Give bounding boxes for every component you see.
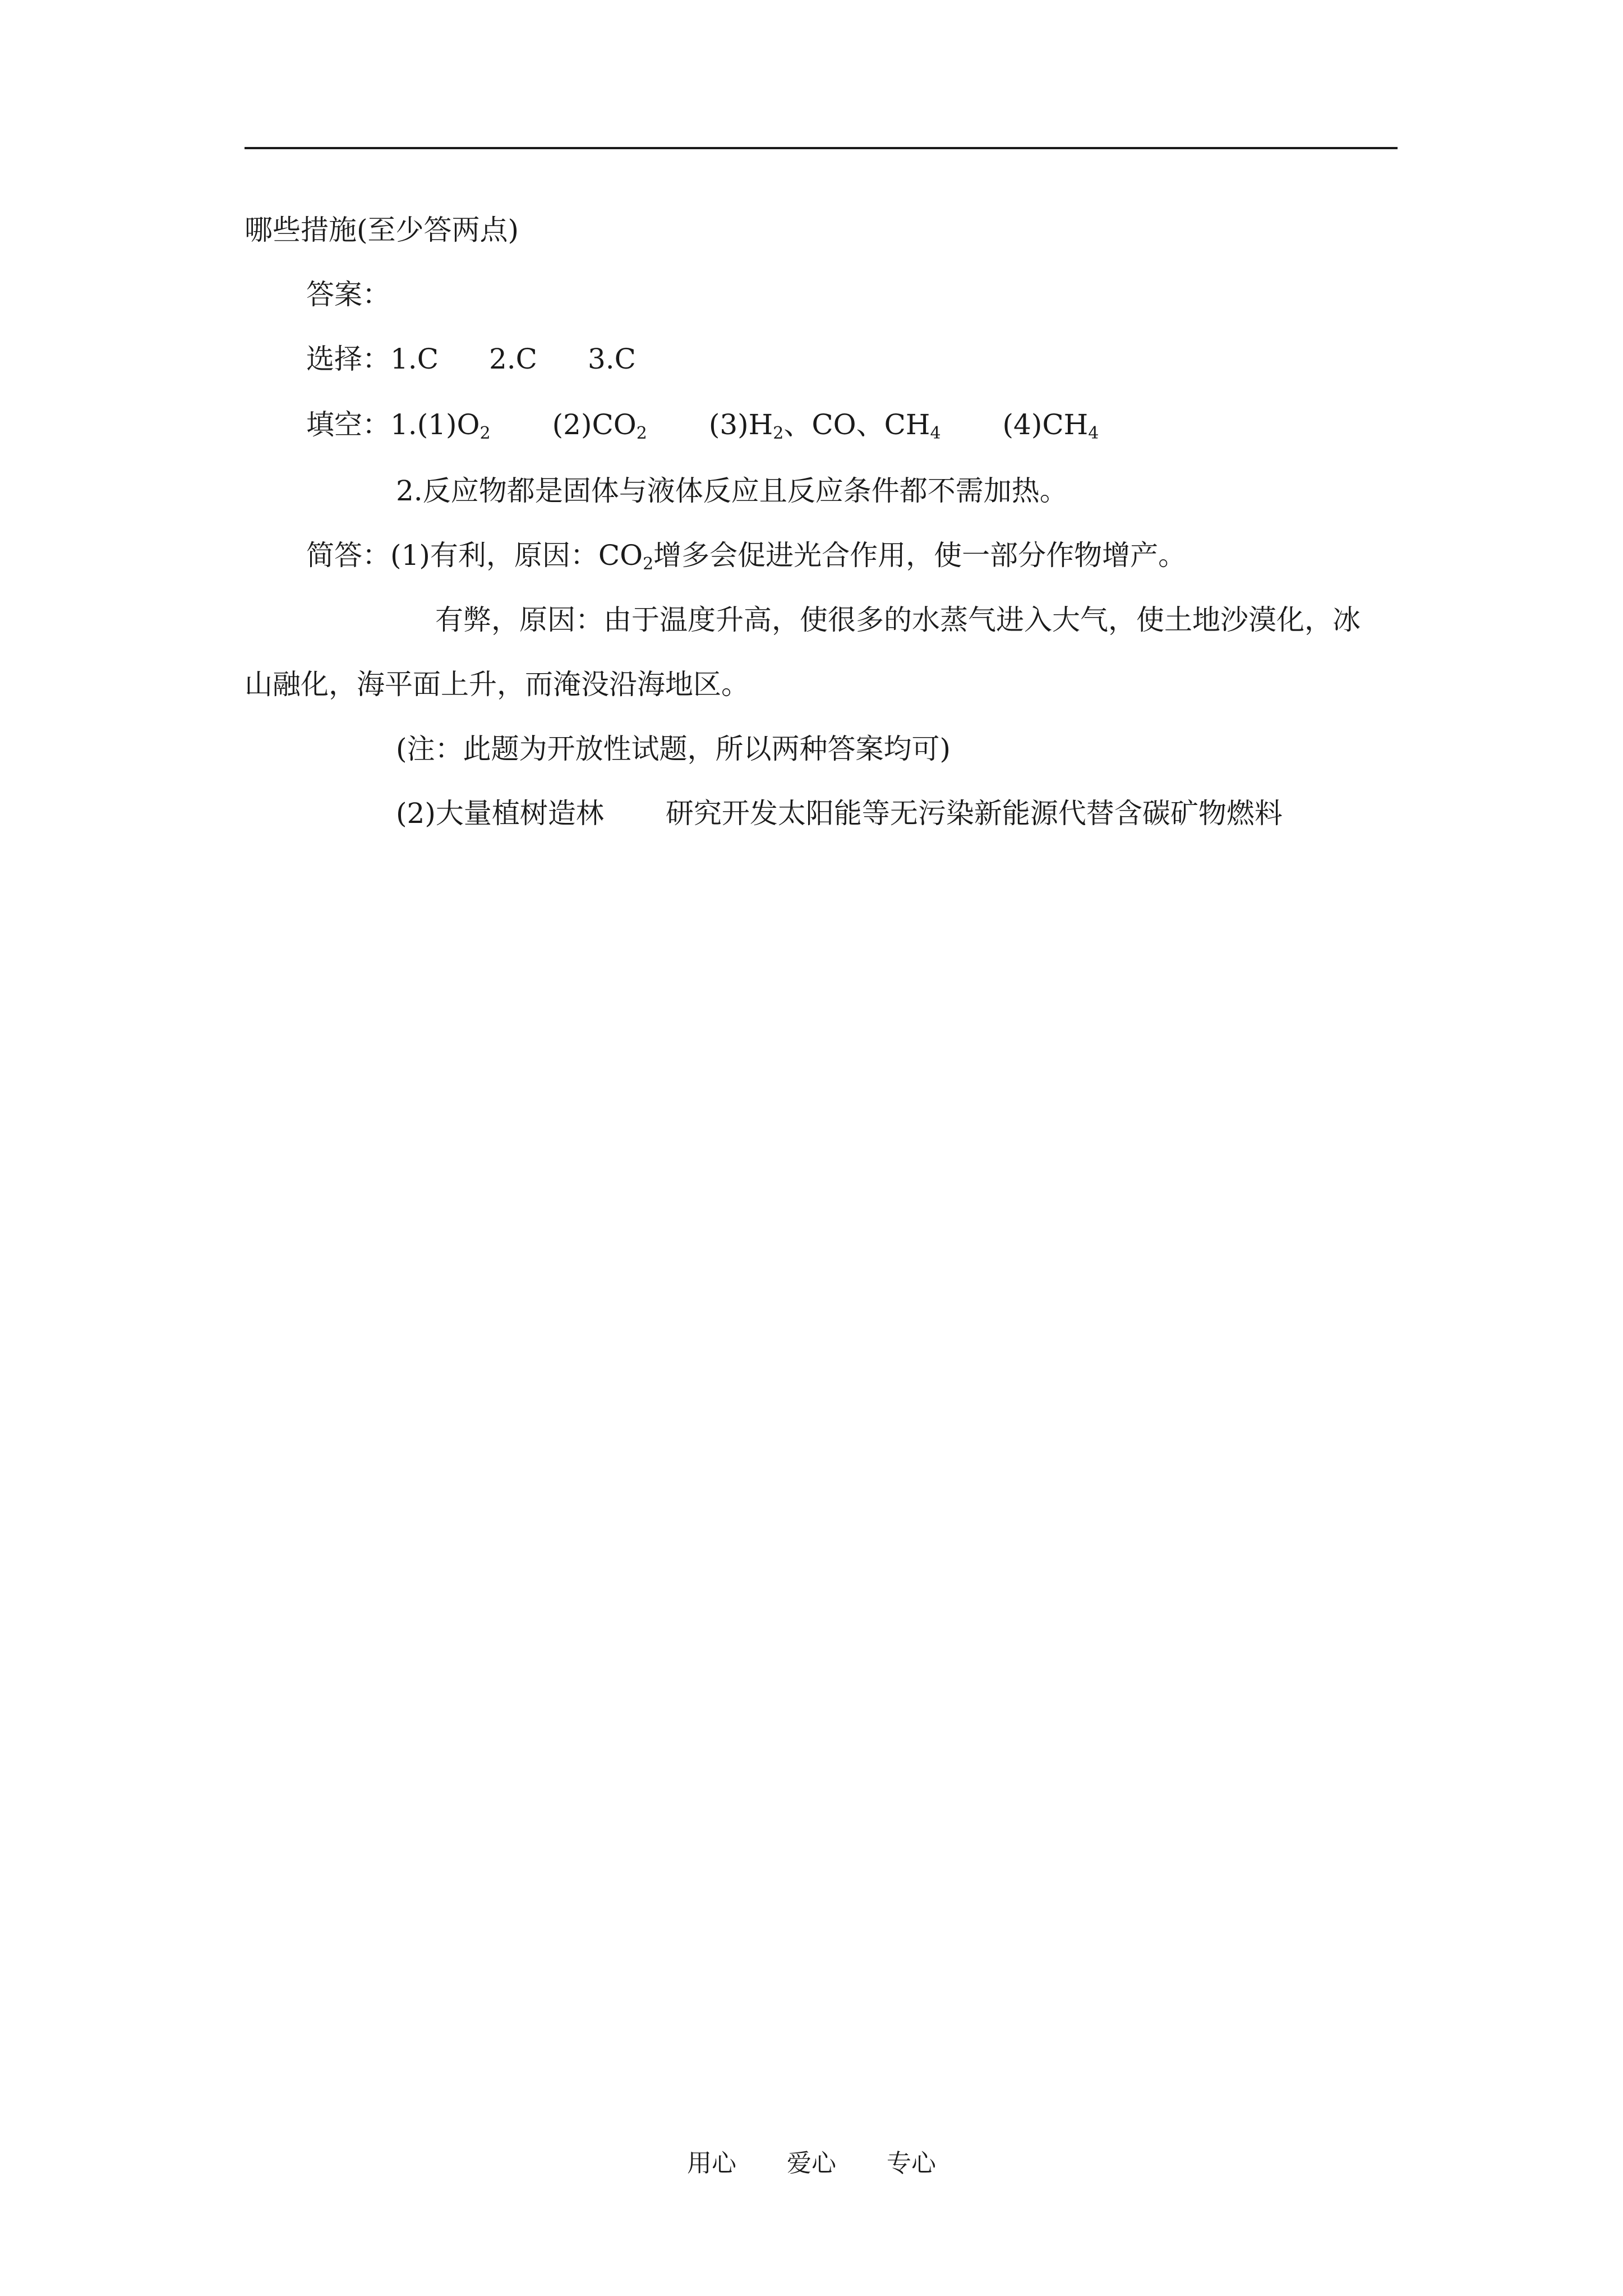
fill-q2: 2.反应物都是固体与液体反应且反应条件都不需加热。 (396, 475, 1068, 507)
footer-item: 用心 (687, 2149, 736, 2178)
fill-answers (306, 408, 1099, 441)
fill-item: $(2)CO_2$ (552, 408, 647, 443)
short-answer-p2-line2: 山融化，海平面上升，而淹没沿海地区。 (245, 668, 749, 701)
question-tail: 哪些措施(至少答两点) (245, 214, 519, 246)
short-answer-p3: (2)大量植树造林 研究开发太阳能等无污染新能源代替含碳矿物燃料 (396, 797, 1283, 830)
choice-label: 选择： (306, 343, 390, 375)
fill-item: $(3)H_2$、CO、$CH_4$ (708, 408, 941, 443)
short-answer-note: (注：此题为开放性试题，所以两种答案均可) (396, 733, 951, 765)
header-rule (245, 147, 1398, 149)
fill-item: $(1)O_2$ (417, 408, 491, 443)
short-answer-p1: 简答：(1)有利，原因：$CO_2$增多会促进光合作用，使一部分作物增产。 (306, 539, 1187, 574)
page-footer (0, 2148, 1623, 2179)
fill-item: $(4)CH_4$ (1002, 408, 1099, 443)
fill-q1-prefix: 1. (390, 408, 417, 441)
footer-item: 专心 (887, 2149, 936, 2178)
choice-item: 1.C (390, 343, 439, 375)
choice-answers (306, 342, 636, 376)
fill-label: 填空： (306, 408, 390, 441)
answers-title: 答案： (306, 278, 390, 311)
footer-item: 爱心 (787, 2149, 836, 2178)
choice-item: 3.C (587, 343, 636, 375)
short-label: 简答： (306, 539, 390, 572)
short-answer-p2-line1: 有弊，原因：由于温度升高，使很多的水蒸气进入大气，使土地沙漠化，冰 (435, 604, 1361, 636)
choice-item: 2.C (488, 343, 537, 375)
